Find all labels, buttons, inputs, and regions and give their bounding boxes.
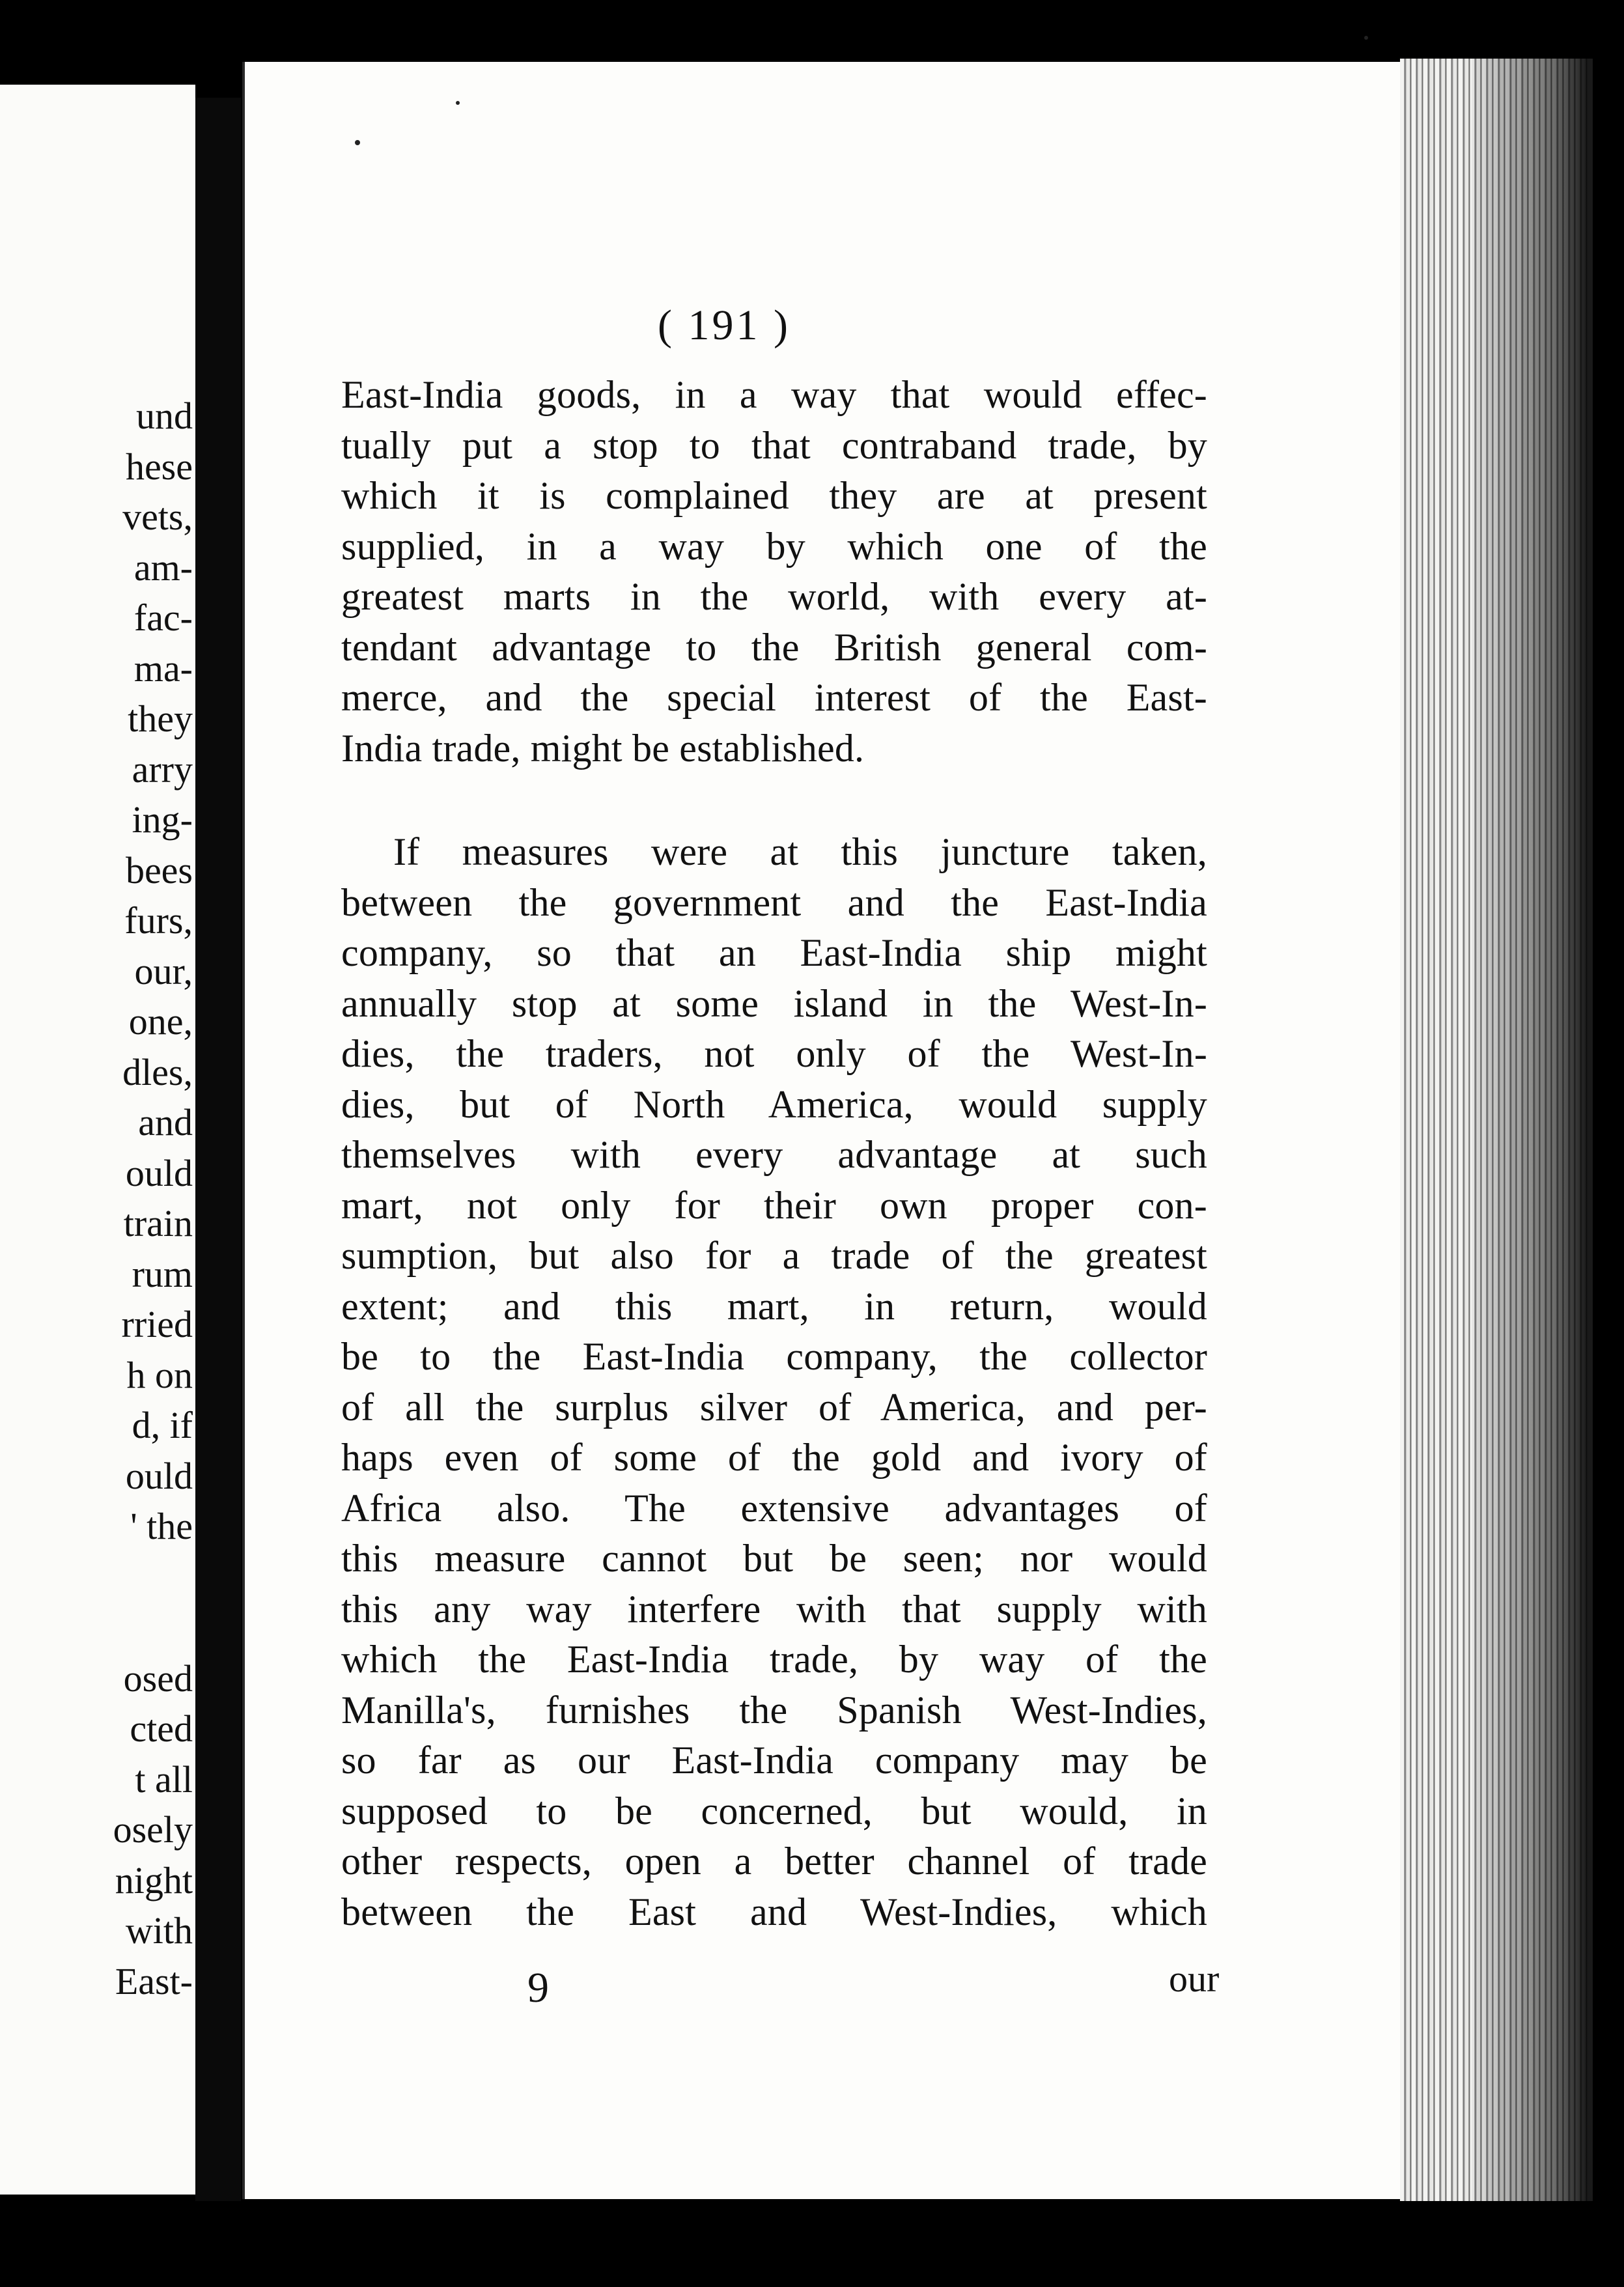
text-line: which the East-India trade, by way of the bbox=[341, 1638, 1207, 1681]
left-line: am- bbox=[133, 546, 193, 589]
left-line: night bbox=[115, 1859, 193, 1901]
left-line: arry bbox=[132, 748, 193, 791]
left-line: h on bbox=[126, 1353, 193, 1396]
left-line-gap bbox=[113, 1552, 193, 1653]
catchword: our bbox=[1169, 1957, 1220, 2000]
left-line: dles, bbox=[122, 1050, 193, 1093]
left-line: ing- bbox=[132, 798, 193, 841]
text-line: between the government and the East-India bbox=[341, 880, 1207, 924]
book-gutter bbox=[195, 98, 241, 2201]
left-line: with bbox=[125, 1909, 193, 1952]
left-line: cted bbox=[130, 1707, 193, 1750]
text-line: between the East and West-Indies, which bbox=[341, 1890, 1207, 1933]
text-line: If measures were at this juncture taken, bbox=[393, 830, 1207, 873]
left-line: ' the bbox=[130, 1505, 193, 1547]
text-line: company, so that an East-India ship might bbox=[341, 931, 1207, 974]
paper-speck bbox=[456, 101, 460, 105]
text-line: dies, but of North America, would supply bbox=[341, 1082, 1207, 1126]
left-line: train bbox=[123, 1202, 193, 1244]
left-line: t all bbox=[135, 1758, 193, 1801]
page-number: ( 191 ) bbox=[658, 302, 791, 349]
text-line: this measure cannot but be seen; nor would bbox=[341, 1537, 1207, 1580]
text-line: dies, the traders, not only of the West-In- bbox=[341, 1032, 1207, 1075]
text-line: merce, and the special interest of the East- bbox=[341, 676, 1207, 719]
left-page-text bbox=[113, 391, 193, 2006]
paper-speck bbox=[1364, 36, 1368, 40]
text-line: themselves with every advantage at such bbox=[341, 1133, 1207, 1176]
text-line: supposed to be concerned, but would, in bbox=[341, 1789, 1207, 1832]
text-line: supplied, in a way by which one of the bbox=[341, 524, 1207, 568]
text-line: Africa also. The extensive advantages of bbox=[341, 1486, 1207, 1530]
left-line: one, bbox=[128, 1000, 193, 1043]
text-line: other respects, open a better channel of trade bbox=[341, 1840, 1207, 1883]
text-line: so far as our East-India company may be bbox=[341, 1739, 1207, 1782]
text-line: haps even of some of the gold and ivory of bbox=[341, 1436, 1207, 1479]
left-line: und bbox=[136, 395, 193, 437]
page-fore-edge bbox=[1400, 59, 1593, 2201]
left-line: rum bbox=[132, 1252, 193, 1295]
left-line: ould bbox=[125, 1454, 193, 1497]
left-line: and bbox=[138, 1101, 193, 1144]
paragraph-gap bbox=[341, 774, 1207, 827]
left-line: ould bbox=[125, 1151, 193, 1194]
left-line: hese bbox=[125, 445, 193, 488]
paper-speck bbox=[355, 140, 360, 145]
text-line: greatest marts in the world, with every at- bbox=[341, 575, 1207, 618]
text-line: mart, not only for their own proper con- bbox=[341, 1183, 1207, 1227]
left-line: they bbox=[128, 697, 193, 740]
text-line: sumption, but also for a trade of the greatest bbox=[341, 1234, 1207, 1277]
left-line: osely bbox=[113, 1808, 193, 1851]
signature-mark: 9 bbox=[527, 1964, 549, 2012]
left-line: rried bbox=[121, 1303, 193, 1345]
text-line: extent; and this mart, in return, would bbox=[341, 1284, 1207, 1328]
left-facing-page bbox=[0, 85, 195, 2195]
left-line: fac- bbox=[133, 596, 193, 639]
left-line: bees bbox=[125, 849, 193, 891]
text-line: tually put a stop to that contraband trade, by bbox=[341, 423, 1207, 467]
text-line: of all the surplus silver of America, and per- bbox=[341, 1385, 1207, 1429]
text-line: which it is complained they are at present bbox=[341, 474, 1207, 517]
text-line: be to the East-India company, the collector bbox=[341, 1335, 1207, 1378]
text-line: India trade, might be established. bbox=[341, 726, 865, 770]
text-line: tendant advantage to the British general com- bbox=[341, 625, 1207, 669]
left-line: d, if bbox=[132, 1404, 193, 1446]
left-line: ma- bbox=[133, 647, 193, 690]
left-line: vets, bbox=[122, 496, 193, 538]
left-line: our, bbox=[134, 949, 193, 992]
text-line: this any way interfere with that supply with bbox=[341, 1587, 1207, 1631]
text-line: East-India goods, in a way that would effec- bbox=[341, 373, 1207, 416]
text-line: Manilla's, furnishes the Spanish West-Indies, bbox=[341, 1688, 1207, 1732]
text-line: annually stop at some island in the West-In- bbox=[341, 981, 1207, 1025]
body-text bbox=[341, 370, 1207, 1937]
left-line: furs, bbox=[124, 899, 193, 942]
left-line: osed bbox=[123, 1657, 193, 1700]
left-line: East- bbox=[115, 1959, 193, 2002]
